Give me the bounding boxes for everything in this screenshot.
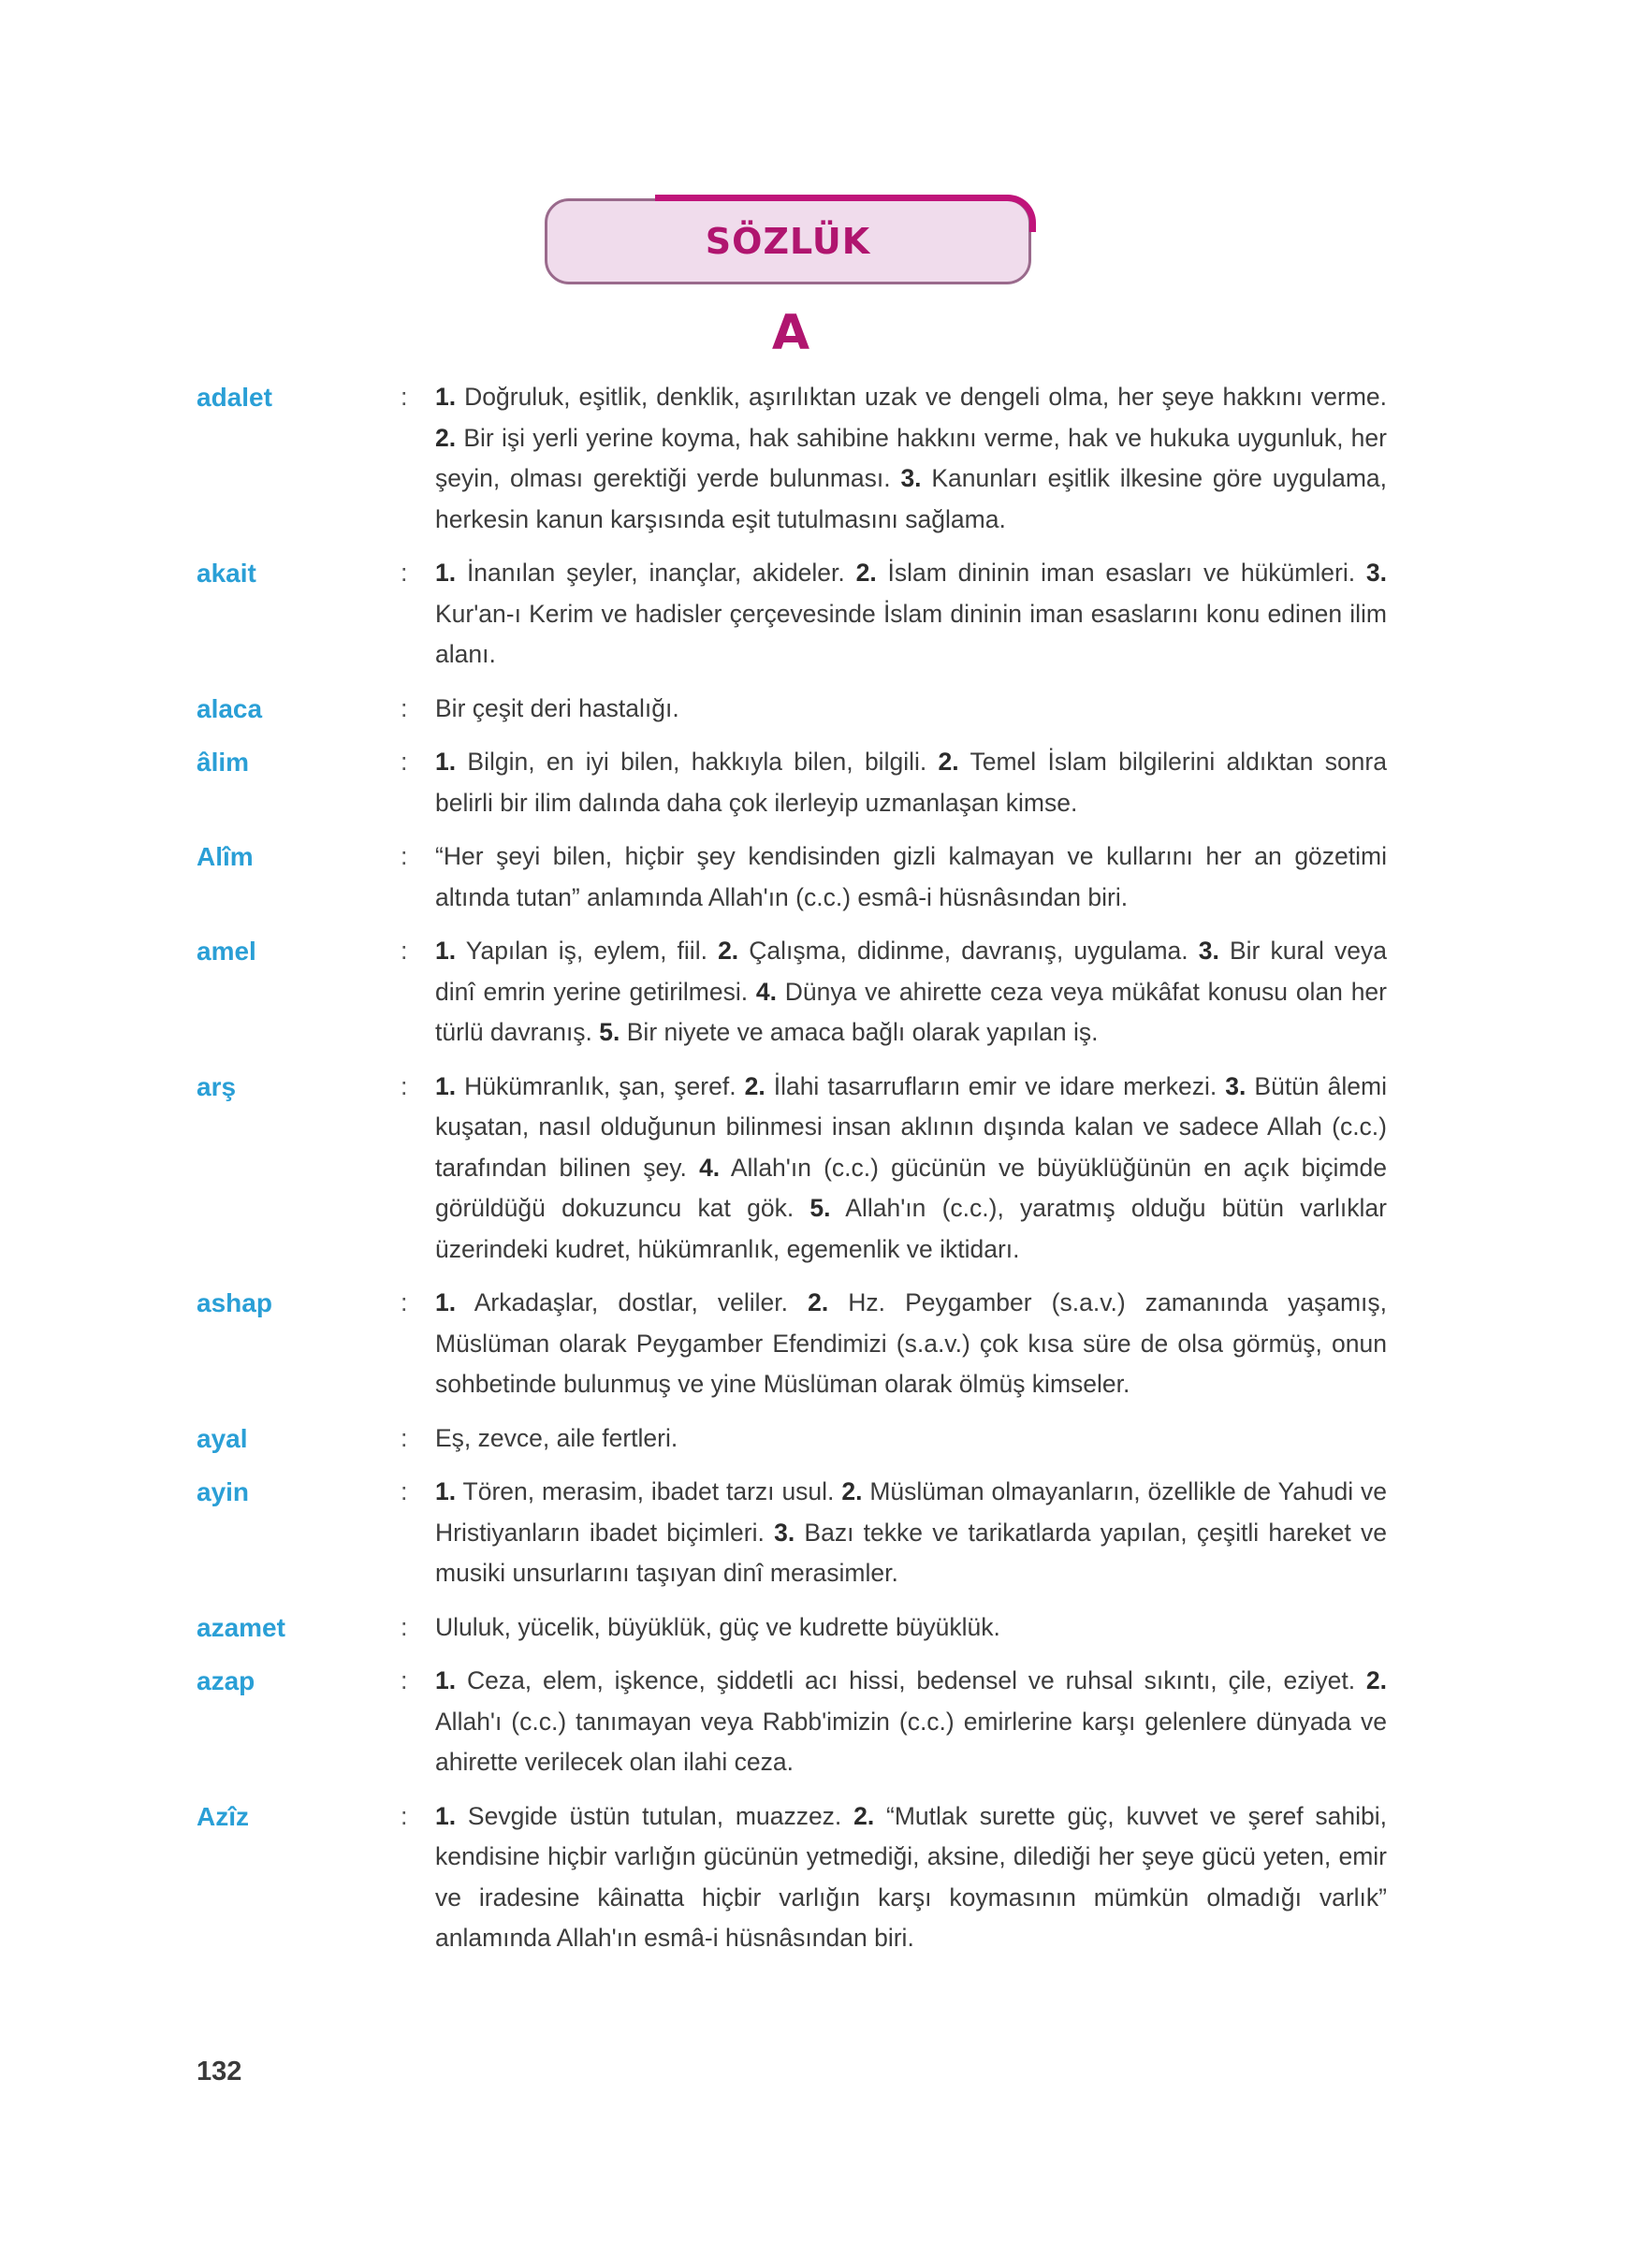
sense-text: “Her şeyi bilen, hiçbir şey kendisinden gizli kalmayan ve kullarını her an gözetimi altında tutan” anlamında Allah'ın (c.c.) esmâ-i hüsnâsından biri. xyxy=(435,842,1387,911)
glossary-entry xyxy=(197,836,1387,918)
entry-term: ayin xyxy=(197,1477,250,1506)
sense-number: 2. xyxy=(1365,1666,1387,1694)
entry-term: âlim xyxy=(197,748,250,777)
sense-text: Bir niyete ve amaca bağlı olarak yapılan iş. xyxy=(620,1018,1099,1046)
sense-text: Allah'ın (c.c.), yaratmış olduğu bütün varlıklar üzerindeki kudret, hükümranlık, egemenlik ve iktidarı. xyxy=(435,1194,1387,1263)
entry-separator: : xyxy=(401,559,408,587)
entry-separator: : xyxy=(401,842,408,870)
entry-separator: : xyxy=(401,748,408,776)
sense-text: Bir işi yerli yerine koyma, hak sahibine hakkını verme, hak ve hukuka uygunluk, her şeyin, olması gerektiği yerde bulunması. xyxy=(435,423,1387,492)
glossary-entries xyxy=(197,377,1387,1972)
sense-number: 5. xyxy=(809,1194,831,1222)
sense-text: İslam dininin iman esasları ve hükümleri. xyxy=(876,559,1366,587)
glossary-entry xyxy=(197,931,1387,1054)
sense-number: 1. xyxy=(435,1288,457,1316)
entry-definition xyxy=(435,836,1387,918)
sense-number: 4. xyxy=(755,977,777,1006)
sense-text: Müslüman olmayanların, özellikle de Yahudi ve Hristiyanların ibadet biçimleri. xyxy=(435,1477,1387,1547)
entry-term: alaca xyxy=(197,693,263,723)
sense-text: İnanılan şeyler, inançlar, akideler. xyxy=(456,559,856,587)
entry-term: Alîm xyxy=(197,842,254,871)
sense-text: Tören, merasim, ibadet tarzı usul. xyxy=(456,1477,842,1505)
sense-text: Kur'an-ı Kerim ve hadisler çerçevesinde İslam dininin iman esaslarını konu edinen ilim alanı. xyxy=(435,599,1387,668)
sense-number: 4. xyxy=(699,1153,721,1182)
glossary-entry xyxy=(197,1418,1387,1460)
entry-separator: : xyxy=(401,937,408,965)
sense-text: Hükümranlık, şan, şeref. xyxy=(456,1071,745,1100)
glossary-title: SÖZLÜK xyxy=(705,221,871,262)
sense-number: 2. xyxy=(841,1477,863,1505)
entry-definition xyxy=(435,1796,1387,1959)
entry-definition xyxy=(435,1472,1387,1594)
entry-term: adalet xyxy=(197,383,272,412)
entry-definition xyxy=(435,377,1387,540)
entry-term: amel xyxy=(197,937,256,966)
entry-definition xyxy=(435,1418,1387,1460)
entry-definition xyxy=(435,689,1387,730)
sense-number: 5. xyxy=(599,1018,620,1046)
entry-separator: : xyxy=(401,1071,408,1100)
sense-number: 2. xyxy=(435,423,457,452)
sense-number: 2. xyxy=(855,559,877,587)
entry-separator: : xyxy=(401,1612,408,1641)
section-letter-heading: A xyxy=(771,305,810,361)
sense-number: 1. xyxy=(435,1666,457,1694)
entry-separator: : xyxy=(401,1288,408,1316)
sense-number: 1. xyxy=(435,559,457,587)
sense-text: Ululuk, yücelik, büyüklük, güç ve kudrette büyüklük. xyxy=(435,1612,1000,1641)
sense-number: 2. xyxy=(938,748,959,776)
sense-text: Temel İslam bilgilerini aldıktan sonra belirli bir ilim dalında daha çok ilerleyip uzmanlaşan kimse. xyxy=(435,748,1387,817)
sense-text: Bütün âlemi kuşatan, nasıl olduğunun bilinmesi insan aklının dışında kalan ve sadece Allah (c.c.) tarafından bilinen şey. xyxy=(435,1071,1387,1182)
sense-text: Allah'ı (c.c.) tanımayan veya Rabb'imizin (c.c.) emirlerine karşı gelenlere dünyada ve ahirette verilecek olan ilahi ceza. xyxy=(435,1707,1387,1776)
sense-text: Bilgin, en iyi bilen, hakkıyla bilen, bilgili. xyxy=(456,748,939,776)
sense-number: 1. xyxy=(435,383,457,411)
entry-definition xyxy=(435,1067,1387,1271)
sense-text: İlahi tasarrufların emir ve idare merkezi. xyxy=(765,1071,1226,1100)
glossary-entry xyxy=(197,1472,1387,1594)
entry-separator: : xyxy=(401,1666,408,1694)
sense-text: Yapılan iş, eylem, fiil. xyxy=(456,937,719,965)
entry-term: akait xyxy=(197,559,256,588)
glossary-entry xyxy=(197,1607,1387,1649)
sense-number: 1. xyxy=(435,937,457,965)
entry-definition xyxy=(435,931,1387,1054)
glossary-entry xyxy=(197,689,1387,730)
entry-definition xyxy=(435,553,1387,676)
sense-text: Bir çeşit deri hastalığı. xyxy=(435,693,679,722)
sense-text: Bazı tekke ve tarikatlarda yapılan, çeşitli hareket ve musiki unsurlarını taşıyan dinî merasimler. xyxy=(435,1518,1387,1587)
sense-number: 1. xyxy=(435,1477,457,1505)
entry-term: ayal xyxy=(197,1423,248,1453)
sense-text: Doğruluk, eşitlik, denklik, aşırılıktan uzak ve dengeli olma, her şeye hakkını verme. xyxy=(456,383,1387,411)
sense-text: Arkadaşlar, dostlar, veliler. xyxy=(456,1288,809,1316)
entry-term: azap xyxy=(197,1666,255,1695)
sense-text: Ceza, elem, işkence, şiddetli acı hissi, bedensel ve ruhsal sıkıntı, çile, eziyet. xyxy=(456,1666,1366,1694)
sense-text: Hz. Peygamber (s.a.v.) zamanında yaşamış, Müslüman olarak Peygamber Efendimizi (s.a.v.) çok kısa süre de olsa görmüş, onun sohbetinde bulunmuş ve yine Müslüman olarak ölmüş kimseler. xyxy=(435,1288,1387,1398)
entry-term: arş xyxy=(197,1071,237,1101)
glossary-entry xyxy=(197,742,1387,823)
glossary-entry xyxy=(197,1661,1387,1783)
page-number: 132 xyxy=(197,2057,242,2086)
sense-text: Allah'ın (c.c.) gücünün ve büyüklüğünün en açık biçimde görüldüğü dokuzuncu kat gök. xyxy=(435,1153,1387,1222)
sense-number: 1. xyxy=(435,1801,457,1830)
sense-number: 2. xyxy=(744,1071,765,1100)
entry-definition xyxy=(435,742,1387,823)
sense-number: 3. xyxy=(900,464,922,492)
sense-number: 3. xyxy=(1365,559,1388,587)
glossary-entry xyxy=(197,1796,1387,1959)
entry-definition xyxy=(435,1661,1387,1783)
entry-separator: : xyxy=(401,383,408,411)
sense-number: 2. xyxy=(718,937,739,965)
sense-number: 3. xyxy=(1198,937,1219,965)
entry-definition xyxy=(435,1607,1387,1649)
glossary-entry xyxy=(197,553,1387,676)
entry-term: Azîz xyxy=(197,1801,249,1831)
entry-separator: : xyxy=(401,693,408,722)
sense-text: Sevgide üstün tutulan, muazzez. xyxy=(456,1801,854,1830)
sense-number: 1. xyxy=(435,748,457,776)
glossary-entry xyxy=(197,1283,1387,1405)
glossary-entry xyxy=(197,1067,1387,1271)
sense-number: 2. xyxy=(853,1801,875,1830)
sense-number: 1. xyxy=(435,1071,457,1100)
sense-number: 3. xyxy=(1225,1071,1247,1100)
entry-term: azamet xyxy=(197,1612,285,1642)
entry-separator: : xyxy=(401,1477,408,1505)
entry-separator: : xyxy=(401,1801,408,1830)
sense-text: Kanunları eşitlik ilkesine göre uygulama, herkesin kanun karşısında eşit tutulmasını sağlama. xyxy=(435,464,1388,533)
sense-text: “Mutlak surette güç, kuvvet ve şeref sahibi, kendisine hiçbir varlığın gücünün yetmediği, aksine, dilediği her şeye gücü yeten, emir ve iradesine kâinatta hiçbir varlığın karşı koymasının mümkün olmadığı varlık” anlamında Allah'ın esmâ-i hüsnâsından biri. xyxy=(435,1801,1387,1952)
sense-number: 3. xyxy=(774,1518,795,1547)
sense-text: Çalışma, didinme, davranış, uygulama. xyxy=(738,937,1199,965)
glossary-title-box xyxy=(545,198,1031,284)
entry-definition xyxy=(435,1283,1387,1405)
entry-separator: : xyxy=(401,1423,408,1452)
sense-text: Bir kural veya dinî emrin yerine getirilmesi. xyxy=(435,937,1388,1006)
sense-number: 2. xyxy=(808,1288,829,1316)
sense-text: Eş, zevce, aile fertleri. xyxy=(435,1423,678,1452)
entry-term: ashap xyxy=(197,1288,272,1317)
glossary-entry xyxy=(197,377,1387,540)
sense-text: Dünya ve ahirette ceza veya mükâfat konusu olan her türlü davranış. xyxy=(435,977,1387,1046)
